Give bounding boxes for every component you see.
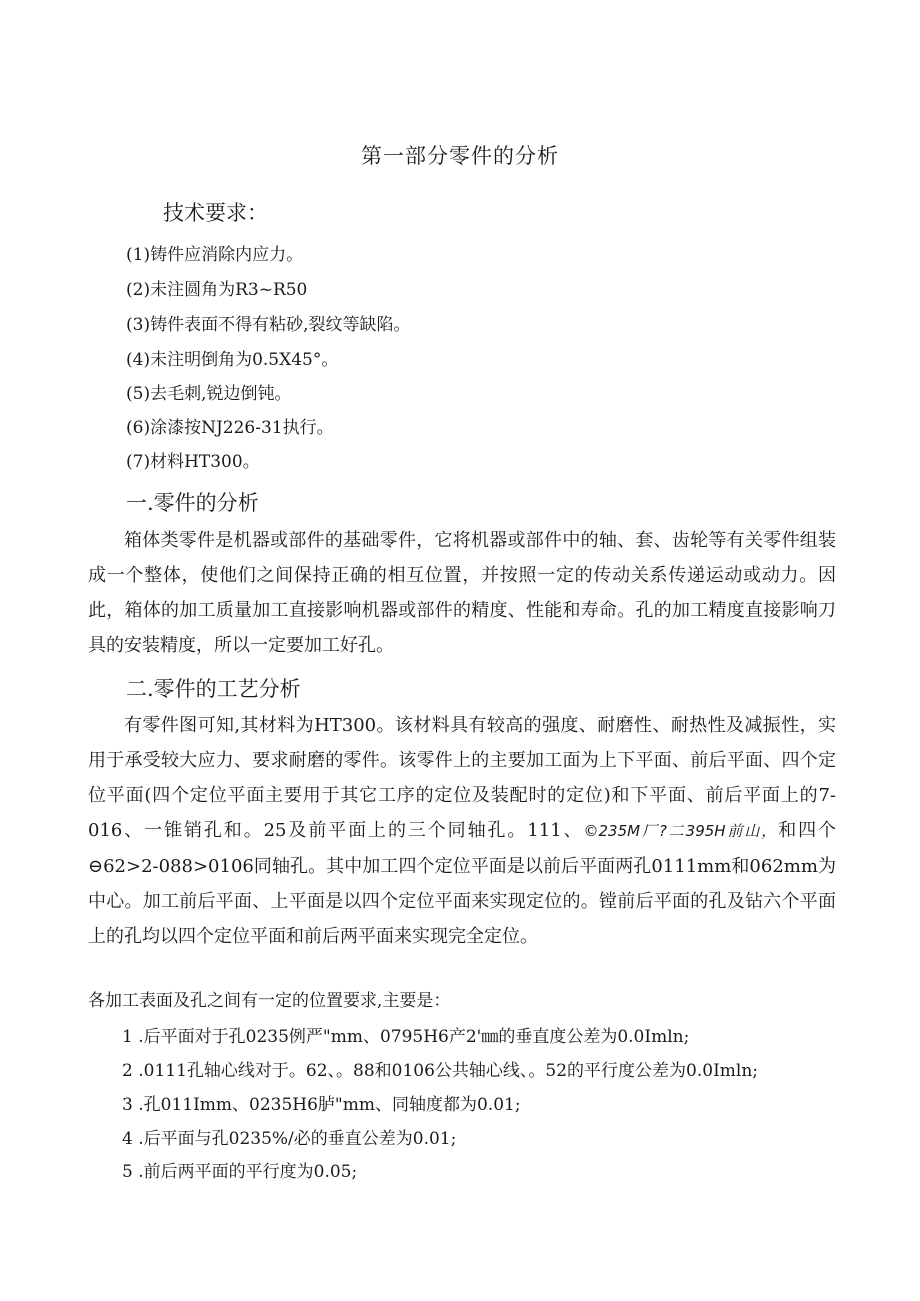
tech-requirements-heading: 技术要求： (163, 201, 268, 225)
position-requirement-item: 3 .孔011Imm、0235H6胪"mm、同轴度都为0.01; (122, 1095, 521, 1115)
position-requirement-item: 1 .后平面对于孔0235例严"mm、0795H6产2'㎜的垂直度公差为0.0Imln; (122, 1027, 690, 1047)
tech-requirement-item: (7)材料HT300。 (126, 452, 260, 472)
process-analysis-paragraph (88, 708, 836, 954)
position-requirement-item: 4 .后平面与孔0235%/必的垂直公差为0.01; (122, 1129, 457, 1149)
position-requirements-intro: 各加工表面及孔之间有一定的位置要求,主要是： (88, 991, 451, 1011)
tech-requirement-item: (6)涂漆按NJ226-31执行。 (126, 418, 334, 438)
tech-requirement-item: (2)未注圆角为R3~R50 (126, 280, 308, 300)
garbled-italic-text: ©235M厂?二395H前山， (583, 822, 779, 840)
page-title: 第一部分零件的分析 (361, 144, 559, 168)
tech-requirement-item: (3)铸件表面不得有粘砂,裂纹等缺陷。 (126, 315, 411, 335)
paragraph-text: 和四个⊖62>2-088>0106同轴孔。其中加工四个定位平面是以前后平面两孔0111mm和062mm为中心。加工前后平面、上平面是以四个定位平面来实现定位的。镗前后平面的孔及钻六个平面上的孔均以四个定位平面和前后两平面来实现完全定位。 (88, 820, 837, 947)
tech-requirement-item: (1)铸件应消除内应力。 (126, 245, 304, 265)
position-requirement-item: 2 .0111孔轴心线对于。62、。88和0106公共轴心线、。52的平行度公差为0.0Imln; (122, 1061, 759, 1081)
position-requirement-item: 5 .前后两平面的平行度为0.05; (122, 1162, 358, 1182)
paragraph-text: 有零件图可知,其材料为HT300。该材料具有较高的强度、耐磨性、耐热性及减振性，实用于承受较大应力、要求耐磨的零件。该零件上的主要加工面为上下平面、前后平面、四个定位平面(四个定位平面主要用于其它工序的定位及装配时的定位)和下平面、前后平面上的7-016、一锥销孔和。25及前平面上的三个同轴孔。111、 (88, 715, 836, 841)
tech-requirement-item: (5)去毛刺,锐边倒钝。 (126, 384, 292, 404)
tech-requirement-item: (4)未注明倒角为0.5X45°。 (126, 350, 339, 370)
section-heading-process-analysis: 二.零件的工艺分析 (126, 677, 301, 701)
part-analysis-paragraph: 箱体类零件是机器或部件的基础零件，它将机器或部件中的轴、套、齿轮等有关零件组装成一个整体，使他们之间保持正确的相互位置，并按照一定的传动关系传递运动或动力。因此，箱体的加工质量加工直接影响机器或部件的精度、性能和寿命。孔的加工精度直接影响刀具的安装精度，所以一定要加工好孔。 (88, 530, 836, 656)
section-heading-part-analysis: 一.零件的分析 (126, 491, 259, 515)
